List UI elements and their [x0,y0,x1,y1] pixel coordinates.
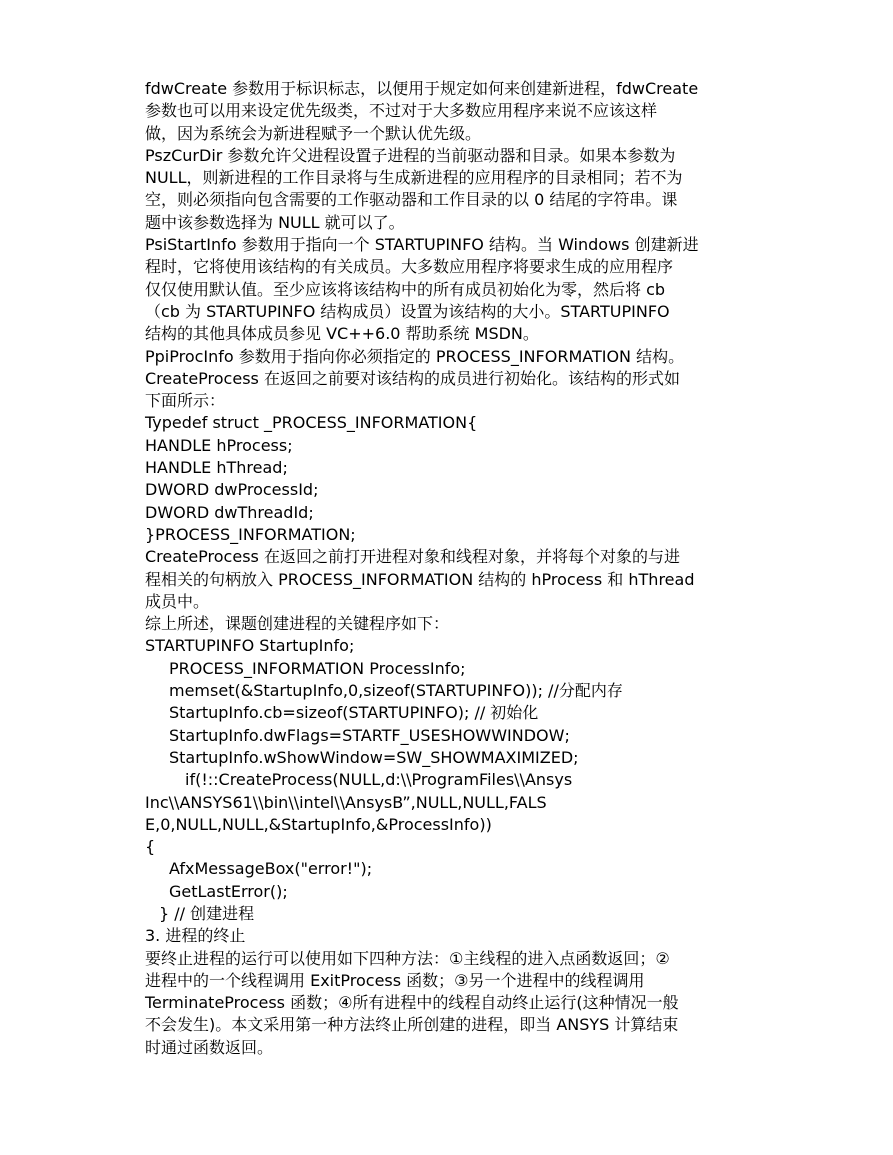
code-line: E,0,NULL,NULL,&StartupInfo,&ProcessInfo)) [145,814,492,834]
text-line: 时通过函数返回。 [145,1037,274,1057]
text-line: HANDLE hThread; [145,458,288,478]
text-line: 进程中的一个线程调用 ExitProcess 函数；③另一个进程中的线程调用 [145,970,645,990]
text-line: DWORD dwProcessId; [145,480,319,500]
code-line: if(!::CreateProcess(NULL,d:\\ProgramFiles\\Ansys [185,770,573,790]
text-line: 程相关的句柄放入 PROCESS_INFORMATION 结构的 hProcess 和 hThread [145,569,695,589]
code-listing [145,635,745,925]
code-line: Inc\\ANSYS61\\bin\\intel\\AnsysB”,NULL,NULL,FALS [145,792,547,812]
code-line: { [145,837,156,857]
text-line: 不会发生)。本文采用第一种方法终止所创建的进程，即当 ANSYS 计算结束 [145,1015,679,1035]
text-line: PpiProcInfo 参数用于指向你必须指定的 PROCESS_INFORMATION 结构。 [145,346,685,366]
code-line: GetLastError(); [169,881,288,901]
para-ppiprocinfo [145,346,745,413]
text-line: 参数也可以用来设定优先级类，不过对于大多数应用程序来说不应该这样 [145,101,658,121]
para-summary [145,613,745,635]
text-line: 成员中。 [145,591,210,611]
text-line: 综上所述，课题创建进程的关键程序如下： [145,614,450,634]
code-line: STARTUPINFO StartupInfo; [145,636,355,656]
text-line: DWORD dwThreadId; [145,502,314,522]
text-line: 空，则必须指向包含需要的工作驱动器和工作目录的以 0 结尾的字符串。课 [145,190,678,210]
code-line: StartupInfo.cb=sizeof(STARTUPINFO); // 初始化 [169,703,539,723]
code-line: } // 创建进程 [159,903,255,923]
text-line: }PROCESS_INFORMATION; [145,524,356,544]
code-line: PROCESS_INFORMATION ProcessInfo; [169,658,466,678]
code-typedef [145,412,745,546]
code-line: StartupInfo.dwFlags=STARTF_USESHOWWINDOW; [169,725,570,745]
text-line: fdwCreate 参数用于标识标志，以便用于规定如何来创建新进程，fdwCreate [145,79,699,98]
code-line: StartupInfo.wShowWindow=SW_SHOWMAXIMIZED; [169,747,579,767]
text-line: CreateProcess 在返回之前要对该结构的成员进行初始化。该结构的形式如 [145,368,680,388]
text-line: 仅仅使用默认值。至少应该将该结构中的所有成员初始化为零，然后将 cb [145,279,666,299]
body-text [145,78,745,635]
text-line: PszCurDir 参数允许父进程设置子进程的当前驱动器和目录。如果本参数为 [145,145,676,165]
section-termination [145,925,745,1059]
code-line: memset(&StartupInfo,0,sizeof(STARTUPINFO)); //分配内存 [169,681,623,701]
text-line: 做，因为系统会为新进程赋予一个默认优先级。 [145,123,482,143]
text-line: NULL，则新进程的工作目录将与生成新进程的应用程序的目录相同；若不为 [145,168,683,188]
para-pszcurdir [145,145,745,234]
text-line: 题中该参数选择为 NULL 就可以了。 [145,212,405,232]
para-psistartinfo [145,234,745,345]
text-line: 要终止进程的运行可以使用如下四种方法：①主线程的进入点函数返回；② [145,948,670,968]
code-line: AfxMessageBox("error!"); [169,859,373,879]
text-line: 结构的其他具体成员参见 VC++6.0 帮助系统 MSDN。 [145,324,539,344]
para-fdwcreate [145,78,745,145]
text-line: CreateProcess 在返回之前打开进程对象和线程对象，并将每个对象的与进 [145,547,680,567]
section-body [145,948,745,1059]
text-line: HANDLE hProcess; [145,435,293,455]
text-line: （cb 为 STARTUPINFO 结构成员）设置为该结构的大小。STARTUPINFO [145,301,670,321]
text-line: Typedef struct _PROCESS_INFORMATION{ [145,413,478,433]
section-heading: 3. 进程的终止 [145,926,246,946]
text-line: 下面所示： [145,391,226,411]
document-page [145,78,745,1059]
text-line: TerminateProcess 函数；④所有进程中的线程自动终止运行(这种情况一般 [145,993,679,1013]
text-line: PsiStartInfo 参数用于指向一个 STARTUPINFO 结构。当 Windows 创建新进 [145,235,699,255]
text-line: 程时，它将使用该结构的有关成员。大多数应用程序将要求生成的应用程序 [145,257,674,277]
para-createprocess [145,546,745,613]
